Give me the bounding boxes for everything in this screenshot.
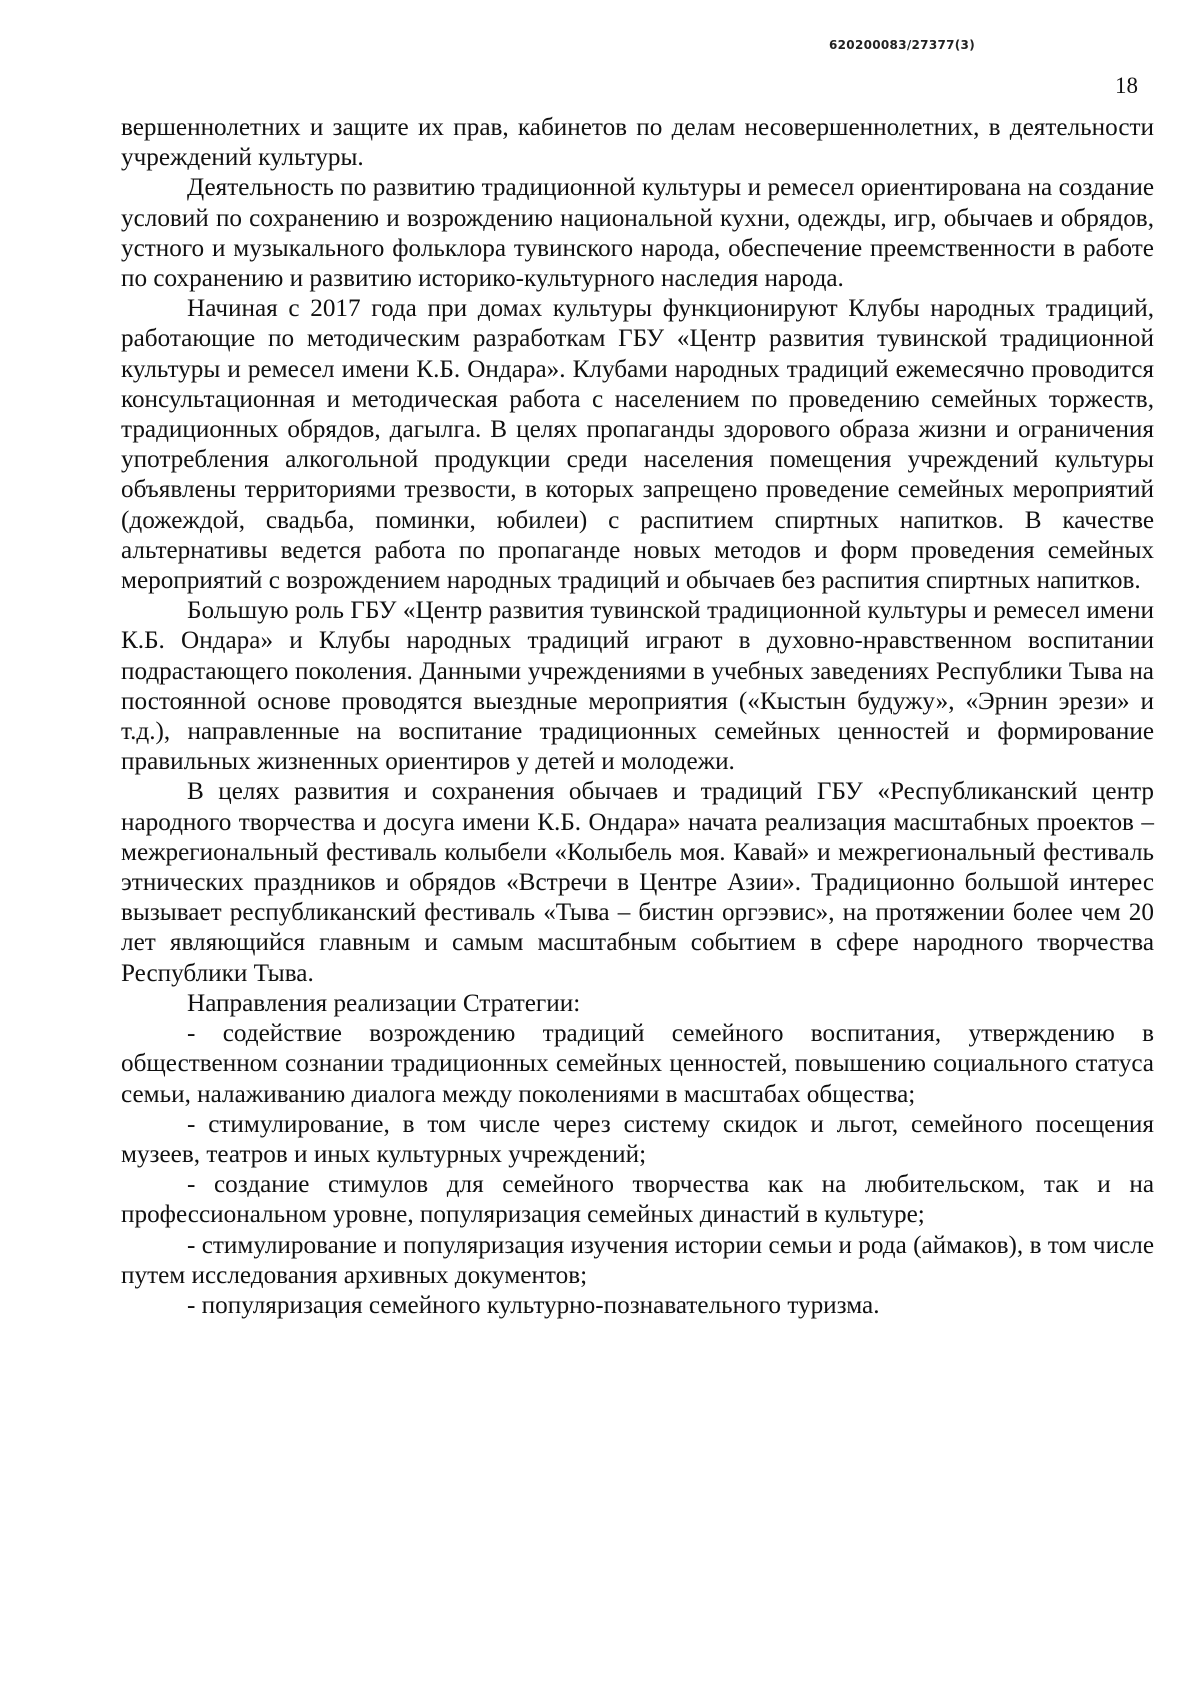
page-number: 18 xyxy=(1115,73,1138,98)
paragraph-traditional-culture: Деятельность по развитию традиционной культуры и ремесел ориентирована на создание условий по сохранению и возрождению национальной кухни, одежды, игр, обычаев и обрядов, устного и музыкального фольклора тувинского народа, обеспечение преемственности в работе по сохранению и развитию историко-культурного наследия народа. xyxy=(121,174,1154,293)
strategy-list-item: - стимулирование и популяризация изучения истории семьи и рода (аймаков), в том числе путем исследования архивных документов; xyxy=(121,1231,1154,1289)
strategy-list-item: - популяризация семейного культурно-познавательного туризма. xyxy=(187,1291,880,1319)
strategy-heading: Направления реализации Стратегии: xyxy=(187,989,581,1017)
paragraph-folk-clubs: Начиная с 2017 года при домах культуры функционируют Клубы народных традиций, работающие по методическим разработкам ГБУ «Центр развития тувинской традиционной культуры и ремесел имени К.Б. Ондара». Клубами народных традиций ежемесячно проводится консультационная и методическая работа с населением по проведению семейных торжеств, традиционных обрядов, дагылга. В целях пропаганды здорового образа жизни и ограничения употребления алкогольной продукции среди населения помещения учреждений культуры объявлены территориями трезвости, в которых запрещено проведение семейных мероприятий (дожеждой, свадьба, поминки, юбилеи) с распитием спиртных напитков. В качестве альтернативы ведется работа по пропаганде новых методов и форм проведения семейных мероприятий с возрождением народных традиций и обычаев без распития спиртных напитков. xyxy=(121,295,1154,595)
document-body xyxy=(121,113,1154,1321)
paragraph-continuation: вершеннолетних и защите их прав, кабинетов по делам несовершеннолетних, в деятельности учреждений культуры. xyxy=(121,114,1154,172)
paragraph-moral-education: Большую роль ГБУ «Центр развития тувинской традиционной культуры и ремесел имени К.Б. Ондара» и Клубы народных традиций играют в духовно-нравственном воспитании подрастающего поколения. Данными учреждениями в учебных заведениях Республики Тыва на постоянной основе проводятся выездные мероприятия («Кыстын будужу», «Эрнин эрези» и т.д.), направленные на воспитание традиционных семейных ценностей и формирование правильных жизненных ориентиров у детей и молодежи. xyxy=(121,597,1154,776)
paragraph-festivals: В целях развития и сохранения обычаев и традиций ГБУ «Республиканский центр народного творчества и досуга имени К.Б. Ондара» начата реализация масштабных проектов – межрегиональный фестиваль колыбели «Колыбель моя. Кавай» и межрегиональный фестиваль этнических праздников и обрядов «Встречи в Центре Азии». Традиционно большой интерес вызывает республиканский фестиваль «Тыва – бистин оргээвис», на протяжении более чем 20 лет являющийся главным и самым масштабным событием в сфере народного творчества Республики Тыва. xyxy=(121,778,1154,987)
strategy-list-item: - содействие возрождению традиций семейного воспитания, утверждению в общественном сознании традиционных семейных ценностей, повышению социального статуса семьи, налаживанию диалога между поколениями в масштабах общества; xyxy=(121,1020,1154,1108)
strategy-list-item: - стимулирование, в том числе через систему скидок и льгот, семейного посещения музеев, театров и иных культурных учреждений; xyxy=(121,1110,1154,1168)
strategy-list-item: - создание стимулов для семейного творчества как на любительском, так и на профессиональном уровне, популяризация семейных династий в культуре; xyxy=(121,1171,1154,1229)
document-id: 620200083/27377(3) xyxy=(829,38,975,52)
